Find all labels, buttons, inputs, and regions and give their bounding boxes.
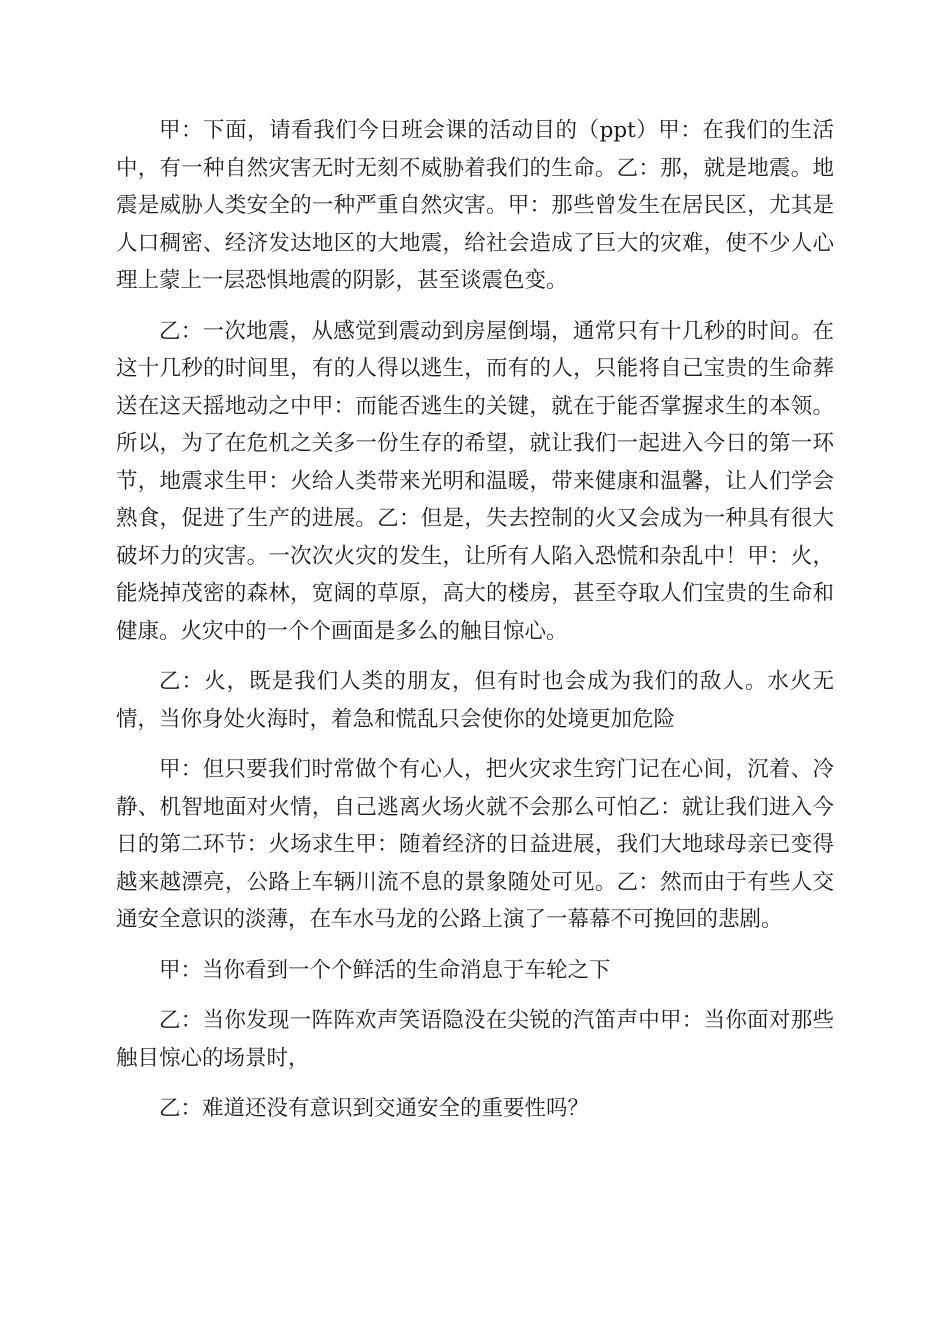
paragraph-7: 乙：难道还没有意识到交通安全的重要性吗？ — [159, 1096, 590, 1121]
paragraph-3: 乙：火，既是我们人类的朋友，但有时也会成为我们的敌人。水火无情，当你身处火海时，着急和慌乱只会使你的处境更加危险 — [116, 669, 834, 732]
paragraph-2: 乙：一次地震，从感觉到震动到房屋倒塌，通常只有十几秒的时间。在这十几秒的时间里，有的人得以逃生，而有的人，只能将自己宝贵的生命葬送在这天摇地动之中甲：而能否逃生的关键，就在于能否掌握求生的本领。所以，为了在危机之关多一份生存的希望，就让我们一起进入今日的第一环节，地震求生甲：火给人类带来光明和温暖，带来健康和温馨，让人们学会熟食，促进了生产的进展。乙：但是，失去控制的火又会成为一种具有很大破坏力的灾害。一次次火灾的发生，让所有人陷入恐慌和杂乱中！甲：火，能烧掉茂密的森林，宽阔的草原，高大的楼房，甚至夺取人们宝贵的生命和健康。火灾中的一个个画面是多么的触目惊心。 — [116, 318, 834, 644]
paragraph-4: 甲：但只要我们时常做个有心人，把火灾求生窍门记在心间，沉着、冷静、机智地面对火情，自己逃离火场火就不会那么可怕乙：就让我们进入今日的第二环节：火场求生甲：随着经济的日益进展，我们大地球母亲已变得越来越漂亮，公路上车辆川流不息的景象随处可见。乙：然而由于有些人交通安全意识的淡薄，在车水马龙的公路上演了一幕幕不可挽回的悲剧。 — [116, 757, 834, 932]
paragraph-6: 乙：当你发现一阵阵欢声笑语隐没在尖锐的汽笛声中甲：当你面对那些触目惊心的场景时， — [116, 1008, 834, 1071]
document-page — [116, 112, 834, 1141]
paragraph-1: 甲：下面，请看我们今日班会课的活动目的（ppt）甲：在我们的生活中，有一种自然灾害无时无刻不威胁着我们的生命。乙：那，就是地震。地震是威胁人类安全的一种严重自然灾害。甲：那些曾发生在居民区，尤其是人口稠密、经济发达地区的大地震，给社会造成了巨大的灾难，使不少人心理上蒙上一层恐惧地震的阴影，甚至谈震色变。 — [116, 118, 834, 293]
paragraph-5: 甲：当你看到一个个鲜活的生命消息于车轮之下 — [159, 957, 611, 983]
